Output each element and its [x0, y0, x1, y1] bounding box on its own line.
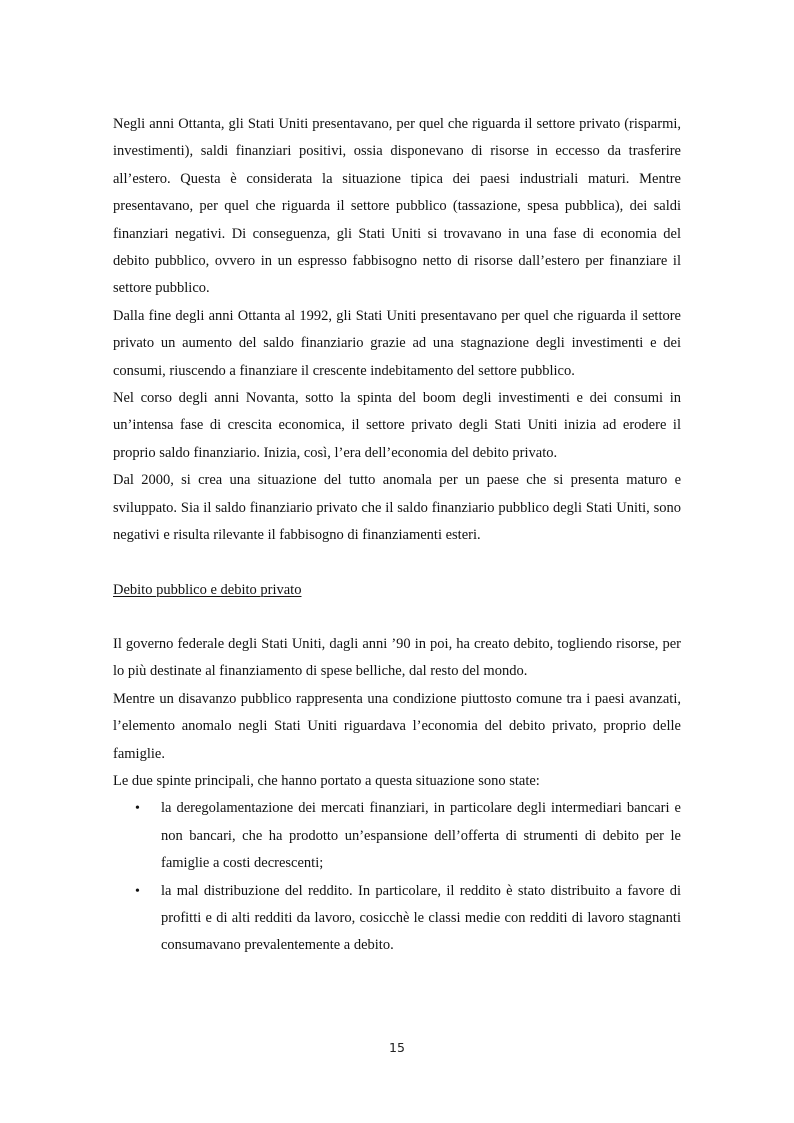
bullet-item	[113, 795, 681, 877]
bullet-text: la deregolamentazione dei mercati finanziari, in particolare degli intermediari bancari e non bancari, che ha prodotto un’espansione dell’offerta di strumenti di debito per le famiglie a costi decrescenti;	[161, 800, 681, 872]
intro-paragraph-1: Negli anni Ottanta, gli Stati Uniti presentavano, per quel che riguarda il settore privato (risparmi, investimenti), saldi finanziari positivi, ossia disponevano di risorse in eccesso da trasferire all’estero. Questa è considerata la situazione tipica dei paesi industriali maturi. Mentre presentavano, per quel che riguarda il settore pubblico (tassazione, spesa pubblica), dei saldi finanziari negativi. Di conseguenza, gli Stati Uniti si trovavano in una fase di economia del debito pubblico, ovvero in un espresso fabbisogno netto di risorse dall’estero per finanziare il settore pubblico.	[113, 116, 681, 297]
intro-paragraph-4: Dal 2000, si crea una situazione del tutto anomala per un paese che si presenta maturo e sviluppato. Sia il saldo finanziario privato che il saldo finanziario pubblico degli Stati Uniti, sono negativi e risulta rilevante il fabbisogno di finanziamenti esteri.	[113, 472, 681, 544]
intro-paragraph-3: Nel corso degli anni Novanta, sotto la spinta del boom degli investimenti e dei consumi in un’intensa fase di crescita economica, il settore privato degli Stati Uniti inizia ad erodere il proprio saldo finanziario. Inizia, così, l’era dell’economia del debito privato.	[113, 390, 681, 461]
spacer	[113, 550, 681, 577]
bullet-text: la mal distribuzione del reddito. In particolare, il reddito è stato distribuito a favore di profitti e di alti redditi da lavoro, cosicchè le classi medie con redditi di lavoro stagnanti consumavano prevalentemente a debito.	[161, 882, 681, 954]
bullet-item	[113, 878, 681, 960]
page-body	[113, 111, 681, 960]
section-heading: Debito pubblico e debito privato	[113, 581, 302, 598]
bullet-icon: •	[135, 801, 140, 817]
bullet-icon: •	[135, 883, 140, 899]
page-number: 15	[389, 1040, 405, 1055]
section-paragraph-1: Il governo federale degli Stati Uniti, dagli anni ’90 in poi, ha creato debito, togliendo risorse, per lo più destinate al finanziamento di spese belliche, dal resto del mondo.	[113, 635, 681, 680]
section-paragraph-2: Mentre un disavanzo pubblico rappresenta una condizione piuttosto comune tra i paesi avanzati, l’elemento anomalo negli Stati Uniti riguardava l’economia del debito privato, proprio delle famiglie.	[113, 690, 681, 762]
intro-paragraph-2: Dalla fine degli anni Ottanta al 1992, gli Stati Uniti presentavano per quel che riguarda il settore privato un aumento del saldo finanziario grazie ad una stagnazione degli investimenti e dei consumi, riuscendo a finanziare il crescente indebitamento del settore pubblico.	[113, 307, 681, 379]
bullet-list	[113, 795, 681, 959]
spacer	[113, 604, 681, 631]
section-paragraph-3: Le due spinte principali, che hanno portato a questa situazione sono state:	[113, 772, 540, 789]
